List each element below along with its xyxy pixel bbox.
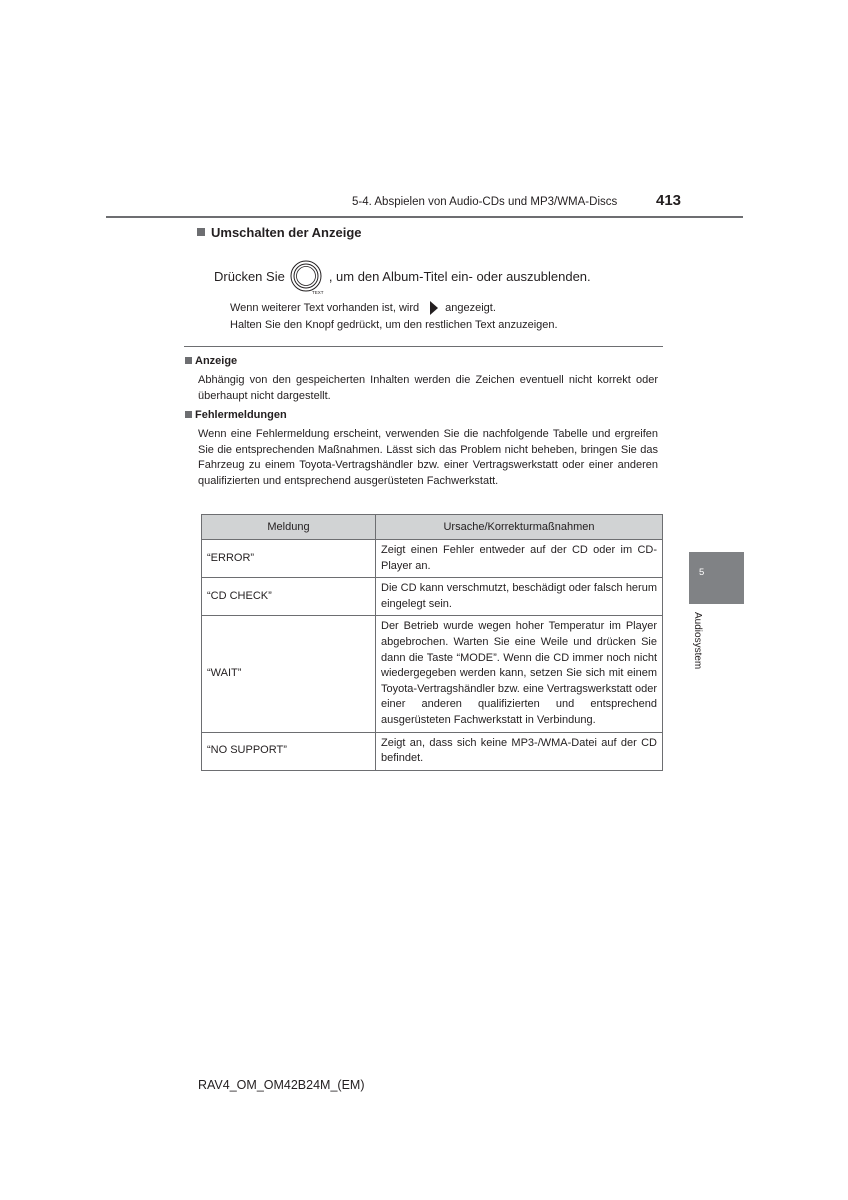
press-before-text: Drücken Sie (214, 268, 285, 284)
table-row (202, 578, 663, 616)
message-cell: “WAIT” (202, 616, 376, 732)
cause-cell: Die CD kann verschmutzt, beschädigt oder falsch herum eingelegt sein. (376, 578, 663, 616)
knob-label: TEXT (311, 290, 324, 295)
note1-after: angezeigt. (445, 302, 496, 314)
column-header-meldung: Meldung (202, 515, 376, 540)
message-cell: “NO SUPPORT” (202, 732, 376, 770)
chapter-number: 5 (699, 567, 705, 578)
cause-cell: Zeigt einen Fehler entweder auf der CD oder im CD-Player an. (376, 540, 663, 578)
note1-before: Wenn weiterer Text vorhanden ist, wird (230, 302, 420, 314)
fehler-text: Wenn eine Fehlermeldung erscheint, verwenden Sie die nachfolgende Tabelle und ergreifen Sie die entsprechenden Maßnahmen. Lässt sich das Problem nicht beheben, bringen Sie das Fahrzeug zu einem Toyota-Vertragshändler bzw. einer Vertragswerkstatt oder einer anderen qualifizierten und entsprechend ausgerüsteten Fachwerkstatt. (198, 428, 658, 487)
triangle-right-icon (429, 301, 439, 315)
bullet-square-icon (185, 357, 192, 364)
anzeige-text: Abhängig von den gespeicherten Inhalten werden die Zeichen eventuell nicht korrekt oder überhaupt nicht dargestellt. (198, 374, 658, 402)
more-text-note (230, 301, 496, 315)
bullet-square-icon (197, 228, 205, 236)
press-instruction (214, 258, 591, 294)
press-after-text: , um den Album-Titel ein- oder auszublenden. (328, 268, 591, 284)
table-row (202, 540, 663, 578)
document-code: RAV4_OM_OM42B24M_(EM) (198, 1078, 365, 1092)
section-title: 5-4. Abspielen von Audio-CDs und MP3/WMA-Discs (352, 196, 618, 208)
umschalten-heading: Umschalten der Anzeige (197, 225, 362, 240)
text-knob-icon (289, 259, 325, 295)
anzeige-heading: Anzeige (185, 355, 237, 367)
table-header-row (202, 515, 663, 540)
column-header-ursache: Ursache/Korrekturmaßnahmen (376, 515, 663, 540)
header-divider (106, 216, 743, 218)
bullet-square-icon (185, 411, 192, 418)
message-cell: “ERROR” (202, 540, 376, 578)
cause-cell: Der Betrieb wurde wegen hoher Temperatur im Player abgebrochen. Warten Sie eine Weile und drücken Sie dann die Taste “MODE”. Wenn die CD immer noch nicht wiedergegeben werden kann, setzen Sie sich mit einem Toyota-Vertragshändler bzw. eine Vertragswerkstatt oder einer anderen qualifizierten und entsprechend ausgerüsteten Fachwerkstatt in Verbindung. (376, 616, 663, 732)
chapter-tab (689, 552, 744, 604)
section-divider (184, 346, 663, 347)
table-row (202, 732, 663, 770)
chapter-label: Audiosystem (692, 612, 703, 670)
fehler-heading: Fehlermeldungen (185, 409, 287, 421)
cause-cell: Zeigt an, dass sich keine MP3-/WMA-Datei auf der CD befindet. (376, 732, 663, 770)
hold-knob-note: Halten Sie den Knopf gedrückt, um den restlichen Text anzuzeigen. (230, 319, 558, 331)
error-table (201, 514, 663, 771)
table-row (202, 616, 663, 732)
page-number: 413 (656, 192, 682, 209)
message-cell: “CD CHECK” (202, 578, 376, 616)
